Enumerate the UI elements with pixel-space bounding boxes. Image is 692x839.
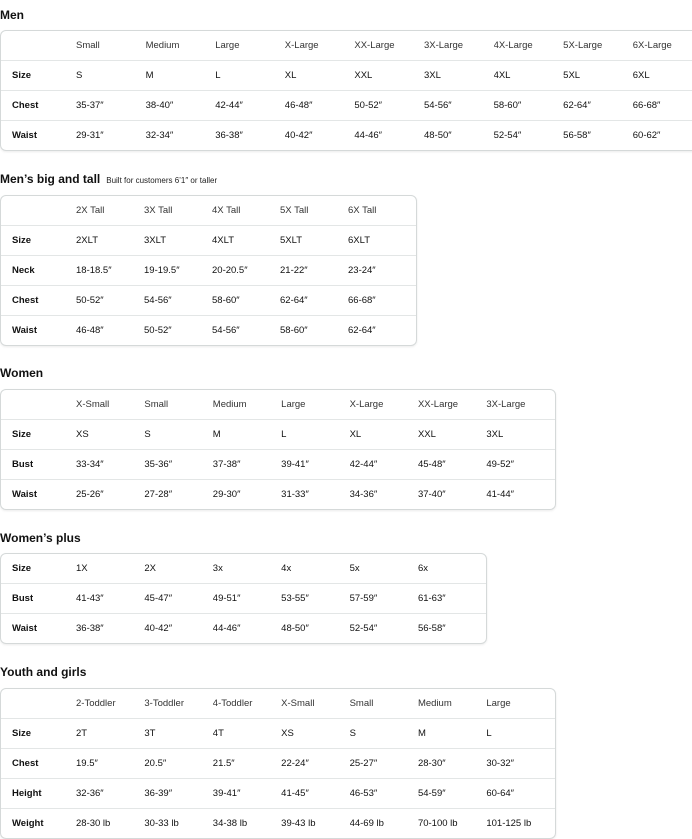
table-cell: 50-52″ (76, 285, 144, 315)
table-cell: XL (285, 60, 355, 90)
table-row (1, 778, 555, 808)
section-title-text: Women (0, 366, 44, 380)
table-cell: XS (76, 419, 144, 449)
table-cell: 48-50″ (281, 613, 349, 643)
section-title-text: Men (0, 8, 24, 22)
column-header: Small (349, 698, 374, 709)
table-header-row (1, 31, 692, 60)
table-cell: 35-37″ (76, 90, 146, 120)
column-header (1, 196, 76, 225)
table-cell: 46-48″ (285, 90, 355, 120)
table-cell: 22-24″ (281, 748, 349, 778)
table-cell: 101-125 lb (486, 808, 554, 838)
table-cell: 5XLT (280, 225, 348, 255)
section-title-text: Men’s big and tall (0, 172, 101, 186)
table-cell: 44-46″ (354, 120, 424, 150)
table-cell: 27-28″ (144, 479, 212, 509)
column-header: 3X-Large (486, 399, 526, 410)
size-table (0, 553, 487, 644)
table-cell: 58-60″ (494, 90, 564, 120)
table-cell: 60-64″ (486, 778, 554, 808)
table-header-row (1, 196, 416, 225)
table-cell: 46-48″ (76, 315, 144, 345)
table-cell: 19.5″ (76, 748, 144, 778)
table-cell: 39-43 lb (281, 808, 349, 838)
table-cell: 36-39″ (144, 778, 212, 808)
column-header: X-Large (349, 399, 384, 410)
table-cell: 4XLT (212, 225, 280, 255)
section-title-text: Women’s plus (0, 531, 81, 545)
table-cell: 44-46″ (213, 613, 281, 643)
table-cell: 2X (144, 563, 157, 574)
row-label: Size (1, 419, 76, 449)
table-row (1, 449, 555, 479)
table-cell: S (350, 718, 418, 748)
table-cell: 33-34″ (76, 449, 144, 479)
column-header: Large (281, 399, 306, 410)
table-cell: 37-38″ (213, 449, 281, 479)
table-row (1, 419, 555, 449)
table-cell: 54-59″ (418, 778, 486, 808)
table-cell: 48-50″ (424, 120, 494, 150)
column-header: Medium (417, 698, 452, 709)
column-header: Medium (145, 40, 180, 51)
row-label: Bust (1, 583, 76, 613)
table-row (1, 583, 486, 613)
table-cell: 19-19.5″ (144, 255, 212, 285)
table-cell: 28-30 lb (76, 808, 144, 838)
table-cell: 58-60″ (212, 285, 280, 315)
table-row (1, 554, 486, 583)
row-label: Waist (1, 315, 76, 345)
table-row (1, 315, 416, 345)
table-cell: 54-56″ (424, 90, 494, 120)
column-header: XX-Large (354, 40, 395, 51)
row-label: Bust (1, 449, 76, 479)
table-cell: 62-64″ (563, 90, 633, 120)
column-header: X-Small (281, 698, 315, 709)
table-row (1, 718, 555, 748)
size-table (0, 389, 556, 510)
table-cell: L (215, 60, 285, 90)
table-cell: 66-68″ (633, 90, 692, 120)
section-note: Built for customers 6’1″ or taller (106, 176, 218, 185)
table-cell: 29-30″ (213, 479, 281, 509)
table-header-row (1, 689, 555, 718)
column-header: 5X Tall (280, 205, 309, 216)
table-cell: 57-59″ (350, 583, 418, 613)
table-cell: 37-40″ (418, 479, 486, 509)
table-cell: 32-36″ (76, 778, 144, 808)
column-header (1, 689, 76, 718)
table-cell: XXL (418, 419, 486, 449)
row-label: Size (1, 718, 76, 748)
row-label: Size (1, 60, 76, 90)
column-header: 4-Toddler (212, 698, 253, 709)
table-row (1, 613, 486, 643)
table-cell: 49-51″ (213, 583, 281, 613)
table-cell: 52-54″ (494, 120, 564, 150)
column-header (1, 390, 76, 419)
table-cell: 31-33″ (281, 479, 349, 509)
table-cell: 30-33 lb (144, 808, 212, 838)
table-cell: 34-36″ (350, 479, 418, 509)
table-cell: 36-38″ (76, 613, 144, 643)
table-row (1, 808, 555, 838)
table-cell: 4XL (494, 60, 564, 90)
table-cell: 2XLT (76, 225, 144, 255)
row-label: Weight (1, 808, 76, 838)
section-title-text: Youth and girls (0, 665, 87, 679)
size-table (0, 30, 692, 151)
column-header: Small (76, 40, 100, 51)
table-header-row (1, 390, 555, 419)
table-cell: 54-56″ (212, 315, 280, 345)
size-table (0, 195, 417, 346)
section-title (0, 172, 217, 188)
column-header: 3-Toddler (144, 698, 184, 709)
column-header: X-Large (284, 40, 319, 51)
table-cell: 3x (212, 563, 223, 574)
table-cell: 30-32″ (486, 748, 554, 778)
table-row (1, 60, 692, 90)
column-header: XX-Large (417, 399, 459, 410)
table-cell: 49-52″ (486, 449, 554, 479)
table-row (1, 225, 416, 255)
table-cell: 41-45″ (281, 778, 349, 808)
table-cell: 54-56″ (144, 285, 212, 315)
table-cell: M (213, 419, 281, 449)
table-cell: 50-52″ (354, 90, 424, 120)
table-cell: 6XL (633, 60, 692, 90)
table-cell: 41-44″ (486, 479, 554, 509)
table-cell: 21.5″ (213, 748, 281, 778)
column-header: Large (486, 698, 511, 709)
table-cell: 61-63″ (418, 583, 486, 613)
table-cell: 40-42″ (285, 120, 355, 150)
table-cell: 39-41″ (213, 778, 281, 808)
table-cell: 23-24″ (348, 255, 416, 285)
row-label: Size (1, 225, 76, 255)
table-cell: 62-64″ (280, 285, 348, 315)
table-cell: 28-30″ (418, 748, 486, 778)
table-cell: 58-60″ (280, 315, 348, 345)
table-cell: 3T (144, 718, 212, 748)
column-header: X-Small (76, 399, 110, 410)
section-title (0, 366, 43, 380)
table-cell: 41-43″ (76, 583, 144, 613)
column-header: 3X-Large (423, 40, 464, 51)
table-cell: 50-52″ (144, 315, 212, 345)
table-cell: 20-20.5″ (212, 255, 280, 285)
section-title (0, 531, 81, 545)
table-cell: 53-55″ (281, 583, 349, 613)
table-cell: 70-100 lb (418, 808, 486, 838)
table-row (1, 90, 692, 120)
table-row (1, 255, 416, 285)
table-cell: 42-44″ (350, 449, 418, 479)
table-cell: 2T (76, 718, 144, 748)
table-cell: 6x (417, 563, 428, 574)
table-cell: 60-62″ (633, 120, 692, 150)
table-cell: XL (350, 419, 418, 449)
table-cell: 32-34″ (146, 120, 216, 150)
table-row (1, 748, 555, 778)
table-cell: 56-58″ (418, 613, 486, 643)
table-cell: M (418, 718, 486, 748)
row-label: Waist (1, 120, 76, 150)
table-cell: 1X (76, 563, 88, 574)
column-header: 6X Tall (348, 205, 377, 216)
table-cell: 3XL (424, 60, 494, 90)
column-header (1, 31, 76, 60)
row-label: Height (1, 778, 76, 808)
table-cell: S (76, 60, 146, 90)
table-cell: 4x (281, 563, 292, 574)
column-header: 4X-Large (493, 40, 533, 51)
column-header: 2X Tall (76, 205, 105, 216)
size-table (0, 688, 556, 839)
table-cell: 42-44″ (215, 90, 285, 120)
column-header: Large (215, 40, 240, 51)
table-cell: 35-36″ (144, 449, 212, 479)
table-cell: 39-41″ (281, 449, 349, 479)
column-header: 4X Tall (212, 205, 241, 216)
table-cell: XXL (354, 60, 424, 90)
table-row (1, 120, 692, 150)
table-cell: 38-40″ (146, 90, 216, 120)
row-label: Size (12, 563, 32, 574)
table-row (1, 479, 555, 509)
column-header: Medium (212, 399, 247, 410)
table-cell: 5XL (563, 60, 633, 90)
table-cell: 3XL (486, 419, 554, 449)
column-header: 3X Tall (144, 205, 173, 216)
row-label: Chest (1, 748, 76, 778)
section-title (0, 8, 24, 22)
row-label: Chest (1, 285, 76, 315)
row-label: Waist (1, 613, 76, 643)
table-cell: 6XLT (348, 225, 416, 255)
table-cell: 45-48″ (418, 449, 486, 479)
row-label: Chest (1, 90, 76, 120)
table-cell: XS (281, 718, 349, 748)
table-cell: L (486, 718, 554, 748)
column-header: Small (144, 399, 169, 410)
table-cell: 56-58″ (563, 120, 633, 150)
table-cell: 44-69 lb (350, 808, 418, 838)
table-row (1, 285, 416, 315)
table-cell: L (281, 419, 349, 449)
column-header: 2-Toddler (76, 698, 116, 709)
table-cell: 62-64″ (348, 315, 416, 345)
table-cell: 5x (349, 563, 360, 574)
table-cell: 52-54″ (350, 613, 418, 643)
table-cell: 21-22″ (280, 255, 348, 285)
table-cell: 36-38″ (215, 120, 285, 150)
table-cell: 29-31″ (76, 120, 146, 150)
table-cell: 18-18.5″ (76, 255, 144, 285)
table-cell: M (146, 60, 216, 90)
row-label: Neck (1, 255, 76, 285)
table-cell: 25-27″ (350, 748, 418, 778)
table-cell: 45-47″ (144, 583, 212, 613)
table-cell: S (144, 419, 212, 449)
row-label: Waist (1, 479, 76, 509)
table-cell: 20.5″ (144, 748, 212, 778)
table-cell: 46-53″ (350, 778, 418, 808)
table-cell: 66-68″ (348, 285, 416, 315)
table-cell: 40-42″ (144, 613, 212, 643)
table-cell: 34-38 lb (213, 808, 281, 838)
table-cell: 25-26″ (76, 479, 144, 509)
column-header: 5X-Large (563, 40, 603, 51)
section-title (0, 665, 86, 679)
table-cell: 4T (213, 718, 281, 748)
column-header: 6X-Large (632, 40, 672, 51)
table-cell: 3XLT (144, 225, 212, 255)
